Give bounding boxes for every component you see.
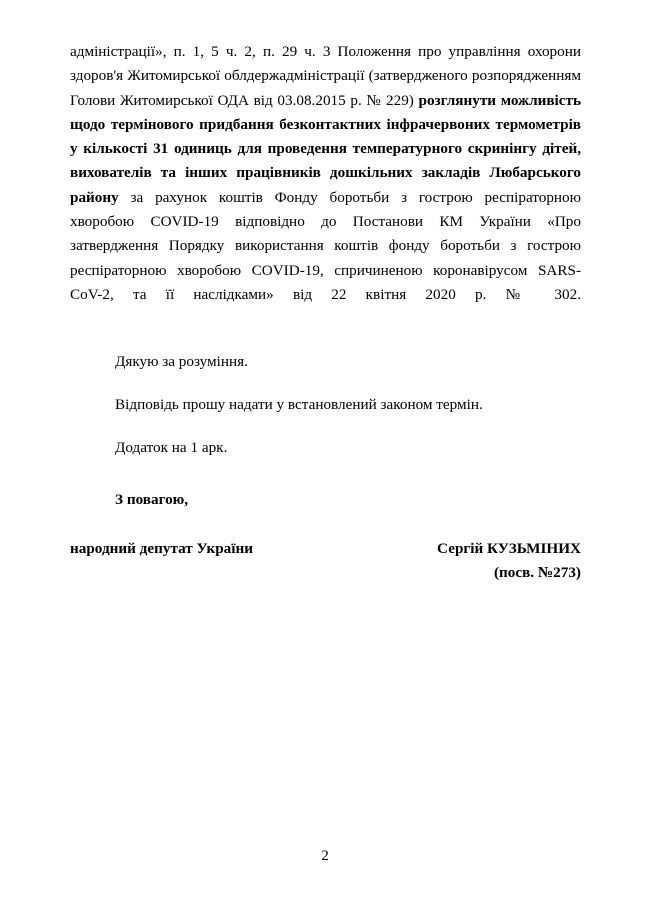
paragraph-segment-regular-lead: адміністрації», п. 1, 5 ч. 2, п. 29 ч. 3 Положення про управління охорони здоров'я Житомирської облдержадміністрації (затвердженого розпорядженням Голови Житомирської ОДА від 03.08.2015 р. № 229) bbox=[70, 43, 581, 109]
thanks-line: Дякую за розуміння. bbox=[115, 352, 248, 370]
signatory-name: Сергій КУЗЬМІНИХ bbox=[437, 539, 581, 557]
attachment-line: Додаток на 1 арк. bbox=[115, 439, 228, 457]
reply-request-line: Відповідь прошу надати у встановлений законом термін. bbox=[115, 395, 483, 413]
paragraph-segment-regular-tail: за рахунок коштів Фонду боротьби з гострою респіраторною хворобою COVID-19 відповідно до Постанови КМ України «Про затвердження Порядку використання коштів фонду боротьби з гострою респіраторною хворобою COVID-19, спричиненою коронавірусом SARS-CoV-2, та її наслідками» від 22 квітня 2020 р. № 302. bbox=[70, 188, 581, 303]
signatory-identity bbox=[437, 537, 581, 586]
signatory-badge-number: (посв. №273) bbox=[493, 564, 581, 582]
signature-row bbox=[70, 537, 581, 586]
page-number-footer: 2 bbox=[321, 847, 329, 864]
closing-block bbox=[70, 350, 581, 461]
paragraph-segment-bold-request: розглянути можливість щодо термінового придбання безконтактних інфрачервоних термометрів у кількості 31 одиниць для проведення температурного скринінгу дітей, вихователів та інших працівників дошкільних закладів Любарського району bbox=[70, 91, 581, 206]
signatory-title: народний депутат України bbox=[70, 539, 253, 557]
regards-line: З повагою, bbox=[115, 491, 189, 509]
signature-block bbox=[70, 488, 581, 585]
main-paragraph bbox=[70, 40, 581, 332]
document-body bbox=[70, 40, 581, 585]
